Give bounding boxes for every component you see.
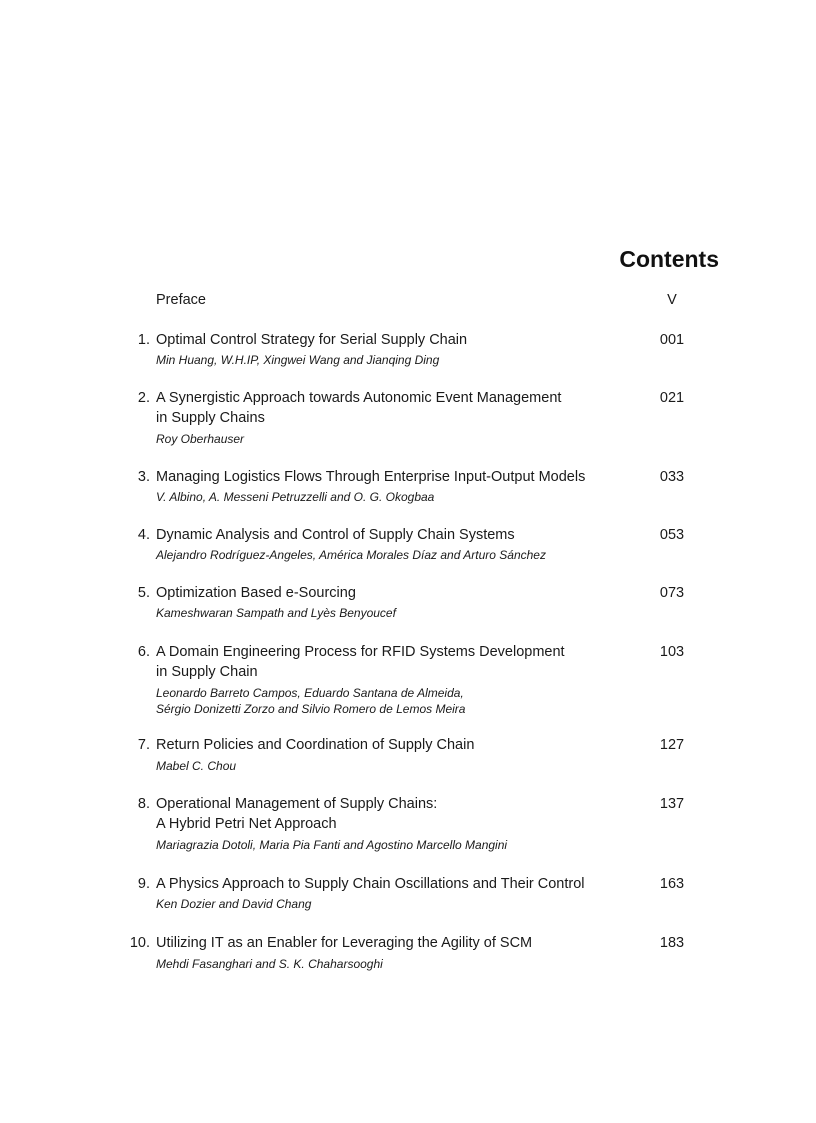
entry-title: Utilizing IT as an Enabler for Leveraging the Agility of SCM	[156, 935, 533, 951]
entry-number: 5.	[137, 585, 150, 601]
entry-authors: Roy Oberhauser	[156, 432, 245, 446]
entry-authors: Sérgio Donizetti Zorzo and Silvio Romero de Lemos Meira	[156, 702, 466, 716]
page-number: 137	[659, 796, 685, 812]
entry-authors: Alejandro Rodríguez-Angeles, América Morales Díaz and Arturo Sánchez	[156, 548, 546, 562]
entry-title: A Domain Engineering Process for RFID Systems Development	[156, 644, 565, 660]
page-number: 163	[659, 876, 685, 892]
entry-authors: V. Albino, A. Messeni Petruzzelli and O. G. Okogbaa	[156, 490, 435, 504]
entry-number: 4.	[137, 527, 150, 543]
entry-number: 10.	[129, 935, 150, 951]
page-number: 001	[659, 332, 685, 348]
page-number: 127	[659, 737, 685, 753]
entry-number: 8.	[137, 796, 150, 812]
page-number: 103	[659, 644, 685, 660]
page-number: 053	[659, 527, 685, 543]
entry-number: 6.	[137, 644, 150, 660]
entry-authors: Mehdi Fasanghari and S. K. Chaharsooghi	[156, 957, 383, 971]
page-number: 073	[659, 585, 685, 601]
entry-authors: Ken Dozier and David Chang	[156, 897, 312, 911]
entry-authors: Min Huang, W.H.IP, Xingwei Wang and Jianqing Ding	[156, 353, 440, 367]
entry-title: Return Policies and Coordination of Supply Chain	[156, 737, 475, 753]
entry-title: Optimization Based e-Sourcing	[156, 585, 356, 601]
page-number: 021	[659, 390, 685, 406]
entry-title: A Physics Approach to Supply Chain Oscillations and Their Control	[156, 876, 585, 892]
page-number: 033	[659, 469, 685, 485]
entry-number: 9.	[137, 876, 150, 892]
entry-title: A Synergistic Approach towards Autonomic Event Management	[156, 390, 562, 406]
entry-title: A Hybrid Petri Net Approach	[156, 816, 337, 832]
entry-authors: Mabel C. Chou	[156, 759, 237, 773]
entry-number: 7.	[137, 737, 150, 753]
entry-title: Managing Logistics Flows Through Enterprise Input-Output Models	[156, 469, 586, 485]
entry-authors: Mariagrazia Dotoli, Maria Pia Fanti and Agostino Marcello Mangini	[156, 838, 508, 852]
entry-title: in Supply Chains	[156, 410, 265, 426]
entry-authors: Leonardo Barreto Campos, Eduardo Santana de Almeida,	[156, 686, 464, 700]
entry-number: 1.	[137, 332, 150, 348]
page-number: 183	[659, 935, 685, 951]
entry-title: Dynamic Analysis and Control of Supply Chain Systems	[156, 527, 515, 543]
page-title: Contents	[619, 246, 719, 272]
entry-number: 3.	[137, 469, 150, 485]
entry-title: Preface	[156, 292, 206, 308]
entry-title: Operational Management of Supply Chains:	[156, 796, 438, 812]
page-number: V	[667, 292, 677, 308]
entry-title: in Supply Chain	[156, 664, 258, 680]
entry-authors: Kameshwaran Sampath and Lyès Benyoucef	[156, 606, 396, 620]
entry-number: 2.	[137, 390, 150, 406]
entry-title: Optimal Control Strategy for Serial Supply Chain	[156, 332, 468, 348]
